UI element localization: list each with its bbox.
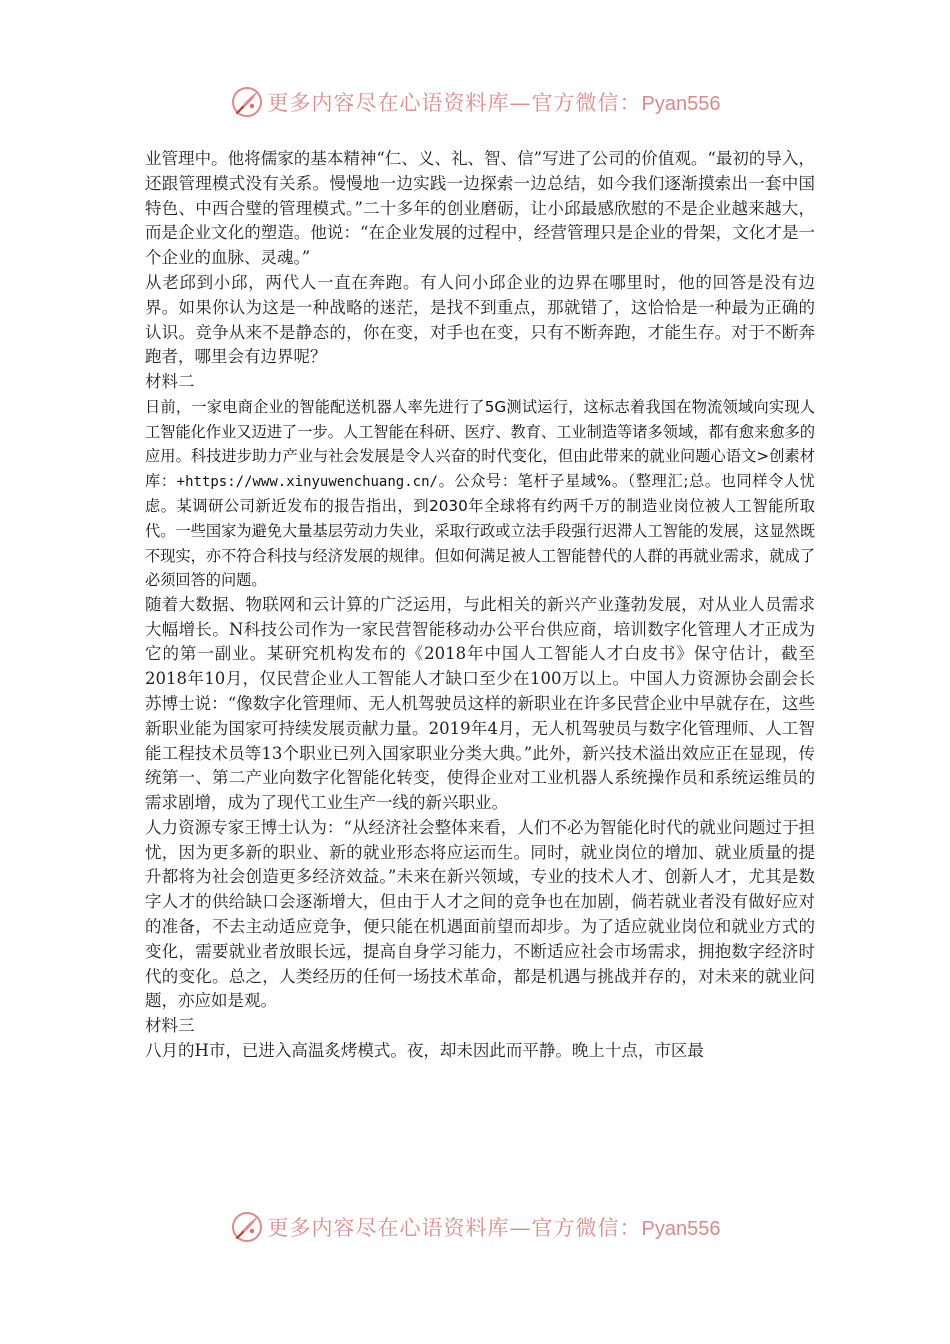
banner-text: 更多内容尽在心语资料库—官方微信：Pyan556 xyxy=(267,1216,721,1240)
quill-ink-logo-icon xyxy=(230,85,264,119)
wechat-id: Pyan556 xyxy=(641,1218,721,1240)
paragraph: 八月的H市，已进入高温炙烤模式。夜，却未因此而平静。晚上十点，市区最 xyxy=(145,1041,704,1061)
paragraph: 业管理中。他将儒家的基本精神“仁、义、礼、智、信”写进了公司的价值观。“最初的导入，还跟管理模式没有关系。慢慢地一边实践一边探索一边总结，如今我们逐渐摸索出一套中国特色、中西合璧的管理模式。”二十多年的创业磨砺，让小邱最感欣慰的不是企业越来越大，而是企业文化的塑造。他说：“在企业发展的过程中，经营管理只是企业的骨架，文化才是一个企业的血脉、灵魂。” xyxy=(145,149,815,268)
banner-text: 更多内容尽在心语资料库—官方微信：Pyan556 xyxy=(267,91,721,115)
paragraph: 从老邱到小邱，两代人一直在奔跑。有人问小邱企业的边界在哪里时，他的回答是没有边界。如果你认为这是一种战略的迷茫，是找不到重点，那就错了，这恰恰是一种最为正确的认识。竞争从来不是静态的，你在变，对手也在变，只有不断奔跑，才能生存。对于不断奔跑者，哪里会有边界呢？ xyxy=(145,272,815,367)
paragraph-material2: 日前，一家电商企业的智能配送机器人率先进行了5G测试运行，这标志着我国在物流领域向实现人工智能化作业又迈进了一步。人工智能在科研、医疗、教育、工业制造等诸多领域，都有愈来愈多的应用。科技进步助力产业与社会发展是令人兴奋的时代变化，但由此带来的就业问题心语文>创素材库：+https://www.xinyuwenchuang.cn/。公众号：笔杆子星域%。（整理汇;总。也同样令人忧虑。某调研公司新近发布的报告指出，到2030年全球将有约两千万的制造业岗位被人工智能所取代。一些国家为避免大量基层劳动力失业，采取行政或立法手段强行迟滞人工智能的发展，这显然既不现实，亦不符合科技与经济发展的规律。但如何满足被人工智能替代的人群的再就业需求，就成了必须回答的问题。 xyxy=(145,397,815,590)
header-banner xyxy=(0,82,950,122)
section-heading: 材料二 xyxy=(145,372,195,392)
footer-banner xyxy=(0,1207,950,1247)
url-text: +https://www.xinyuwenchuang.cn/ xyxy=(176,473,438,490)
paragraph: 人力资源专家王博士认为：“从经济社会整体来看，人们不必为智能化时代的就业问题过于担忧，因为更多新的职业、新的就业形态将应运而生。同时，就业岗位的增加、就业质量的提升都将为社会创造更多经济效益。”未来在新兴领域，专业的技术人才、创新人才，尤其是数字人才的供给缺口会逐渐增大，但由于人才之间的竞争也在加剧，倘若就业者没有做好应对的准备，不去主动适应竞争，便只能在机遇面前望而却步。为了适应就业岗位和就业方式的变化，需要就业者放眼长远，提高自身学习能力，不断适应社会市场需求，拥抱数字经济时代的变化。总之，人类经历的任何一场技术革命，都是机遇与挑战并存的，对未来的就业问题，亦应如是观。 xyxy=(145,817,815,1011)
wechat-id: Pyan556 xyxy=(641,93,721,115)
section-heading: 材料三 xyxy=(145,1016,195,1036)
document-body xyxy=(145,147,815,1064)
quill-ink-logo-icon xyxy=(230,1210,264,1244)
paragraph: 随着大数据、物联网和云计算的广泛运用，与此相关的新兴产业蓬勃发展，对从业人员需求大幅增长。N科技公司作为一家民营智能移动办公平台供应商，培训数字化管理人才正成为它的第一副业。某研究机构发布的《2018年中国人工智能人才白皮书》保守估计，截至2018年10月，仅民营企业人工智能人才缺口至少在100万以上。中国人力资源协会副会长苏博士说：“像数字化管理师、无人机驾驶员这样的新职业在许多民营企业中早就存在，这些新职业能为国家可持续发展贡献力量。2019年4月，无人机驾驶员与数字化管理师、人工智能工程技术员等13个职业已列入国家职业分类大典。”此外，新兴技术溢出效应正在显现，传统第一、第二产业向数字化智能化转变，使得企业对工业机器人系统操作员和系统运维员的需求剧增，成为了现代工业生产一线的新兴职业。 xyxy=(145,594,815,813)
